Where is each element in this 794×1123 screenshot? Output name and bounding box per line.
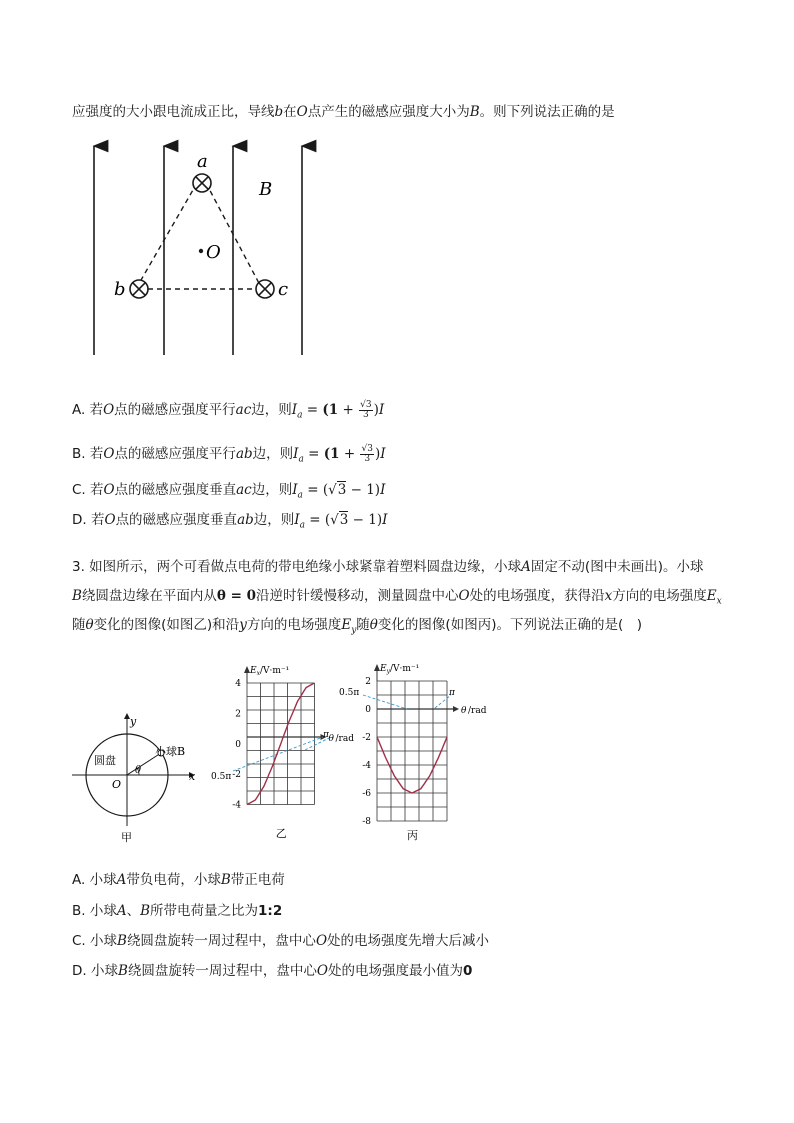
y-axis-label: $E_y/V\cdot m^{-1}$ bbox=[380, 664, 420, 675]
origin-label: O bbox=[112, 778, 122, 791]
x-axis-label: θ bbox=[328, 734, 334, 744]
wire-c-icon bbox=[256, 280, 274, 298]
y-tick-label: 4 bbox=[235, 679, 241, 689]
marker-line-half-pi bbox=[233, 737, 323, 771]
caption-jia: 甲 bbox=[121, 831, 132, 844]
chart-ey bbox=[335, 645, 500, 845]
var-O: O bbox=[296, 104, 308, 120]
y-tick-label: -2 bbox=[232, 770, 241, 781]
marker-label-pi: π bbox=[449, 688, 455, 698]
y-tick-label: 0 bbox=[365, 705, 371, 715]
y-tick-label: -8 bbox=[362, 817, 371, 827]
ball-label: 小球B bbox=[155, 745, 186, 758]
label-B: B bbox=[259, 179, 273, 200]
magnetic-field-figure bbox=[80, 138, 320, 363]
var-b: b bbox=[274, 104, 284, 120]
q3-line-1: 3. 如图所示，两个可看做点电荷的带电绝缘小球紧靠着塑料圆盘边缘，小球A固定不动(图中未画出)。小球 bbox=[72, 559, 704, 575]
triangle-side-ab bbox=[137, 183, 197, 287]
y-tick-label: -4 bbox=[362, 761, 371, 771]
y-tick-label: 2 bbox=[235, 709, 241, 720]
intro-text: 点产生的磁感应强度大小为 bbox=[307, 104, 470, 120]
q3-option-d[interactable]: D. 小球B绕圆盘旋转一周过程中，盘中心O处的电场强度最小值为0 bbox=[72, 963, 473, 979]
label-a: a bbox=[197, 151, 208, 172]
q3-option-c[interactable]: C. 小球B绕圆盘旋转一周过程中，盘中心O处的电场强度先增大后减小 bbox=[72, 933, 490, 949]
x-axis-unit: /rad bbox=[468, 706, 487, 716]
theta-label: θ bbox=[135, 765, 142, 776]
label-b: b bbox=[114, 279, 126, 300]
intro-text: 在 bbox=[283, 104, 297, 120]
q3-option-b[interactable]: B. 小球A、B所带电荷量之比为1:2 bbox=[72, 903, 283, 919]
disk-label: 圆盘 bbox=[94, 754, 116, 767]
q3-option-a[interactable]: A. 小球A带负电荷，小球B带正电荷 bbox=[72, 872, 285, 888]
x-axis-label: θ bbox=[461, 706, 467, 716]
y-label: y bbox=[130, 715, 137, 728]
q3-line-2: B绕圆盘边缘在平面内从θ = 0沿逆时针缓慢移动，测量圆盘中心O处的电场强度，获得沿x方向的电场强度$E_x$ bbox=[72, 588, 722, 607]
marker-label-half-pi: 0.5π bbox=[211, 772, 232, 782]
formula: $I_a = (√3 - 1)I$ bbox=[294, 512, 388, 531]
label-O: O bbox=[206, 242, 221, 263]
intro-text: 。则下列说法正确的是 bbox=[479, 104, 615, 120]
disk-figure bbox=[68, 708, 203, 848]
formula: $I_a = (1$ + $\frac{√3}{3}$ )I bbox=[291, 400, 385, 421]
y-tick-label: -6 bbox=[362, 789, 371, 799]
option-a[interactable]: A. 若O点的磁感应强度平行ac边，则$I_a = (1$ + $\frac{√3}{3}$ )I bbox=[72, 400, 385, 421]
label-c: c bbox=[278, 279, 289, 300]
point-O bbox=[199, 249, 203, 253]
chart-caption: 丙 bbox=[407, 829, 418, 842]
x-label: x bbox=[189, 770, 196, 783]
y-tick-label: -2 bbox=[362, 733, 371, 743]
marker-label-half-pi: 0.5π bbox=[339, 688, 360, 698]
option-d[interactable]: D. 若O点的磁感应强度垂直ab边，则$I_a = (√3 - 1)I$ bbox=[72, 512, 388, 531]
intro-text: 应强度的大小跟电流成正比，导线 bbox=[72, 104, 275, 120]
x-axis-unit: /rad bbox=[335, 734, 354, 744]
intro-line bbox=[72, 102, 615, 122]
q3-line-3: 随θ变化的图像(如图乙)和沿y方向的电场强度$E_y$随θ变化的图像(如图丙)。下列说法正确的是( ) bbox=[72, 617, 642, 636]
var-B: B bbox=[469, 104, 480, 120]
formula: $I_a = (1$ + $\frac{√3}{3}$ )I bbox=[293, 444, 386, 465]
y-tick-label: -4 bbox=[232, 800, 241, 811]
option-c[interactable]: C. 若O点的磁感应强度垂直ac边，则$I_a = (√3 - 1)I$ bbox=[72, 482, 386, 501]
y-tick-label: 0 bbox=[235, 739, 241, 750]
y-tick-label: 2 bbox=[365, 677, 371, 687]
formula: $I_a = (√3 - 1)I$ bbox=[292, 482, 386, 501]
x-axis-arrow bbox=[453, 706, 459, 712]
wire-a-icon bbox=[193, 174, 211, 192]
wire-b-icon bbox=[130, 280, 148, 298]
option-b[interactable]: B. 若O点的磁感应强度平行ab边，则$I_a = (1$ + $\frac{√3}{3}$ )I bbox=[72, 444, 386, 465]
y-axis-label: $E_x/V\cdot m^{-1}$ bbox=[250, 666, 290, 677]
marker-label-pi: π bbox=[323, 730, 329, 740]
chart-caption: 乙 bbox=[275, 827, 287, 840]
